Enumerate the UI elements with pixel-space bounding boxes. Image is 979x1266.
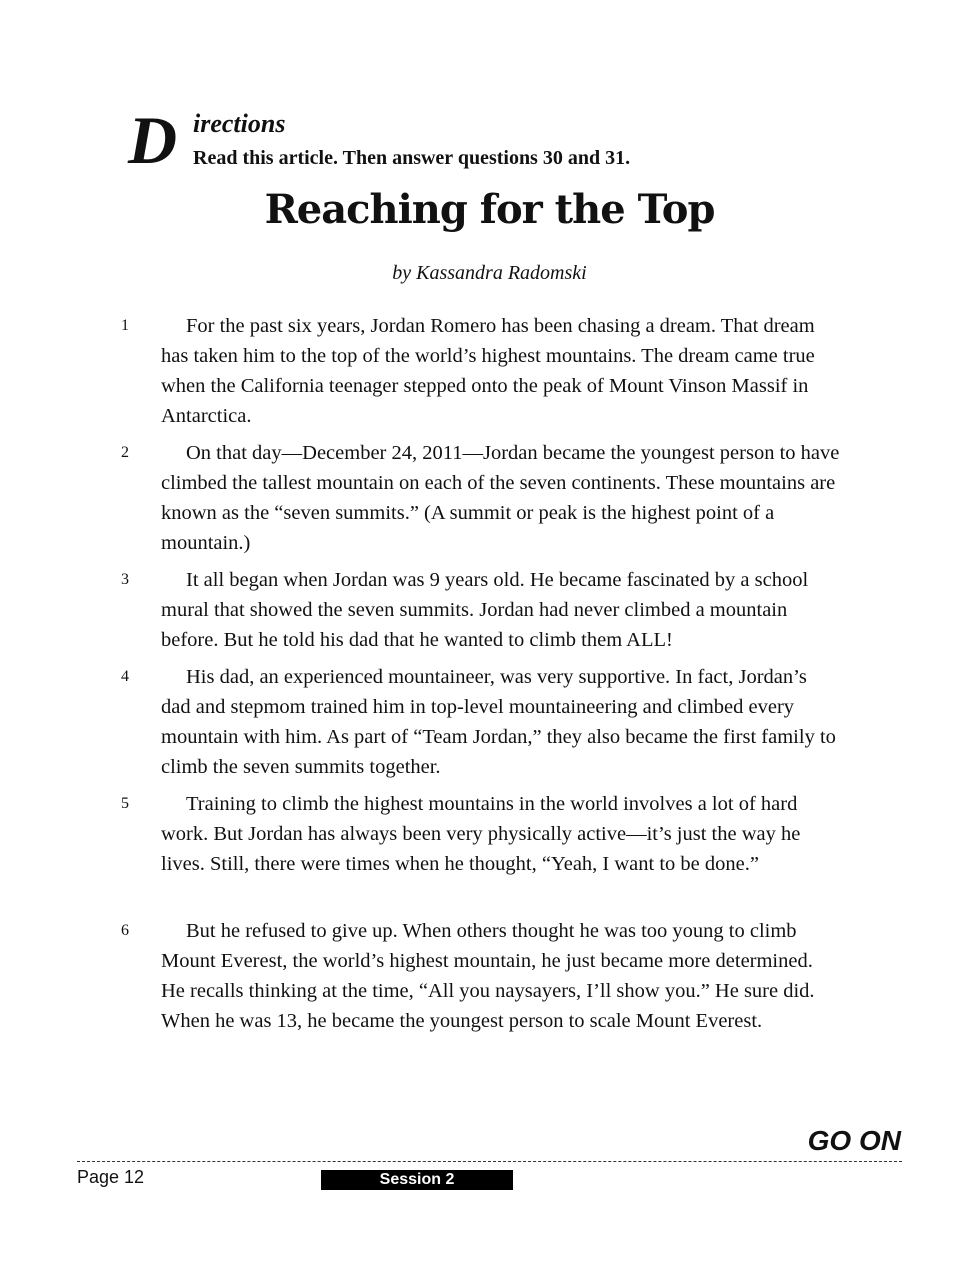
paragraph-number: 3 bbox=[121, 571, 129, 588]
paragraph-number: 4 bbox=[121, 668, 129, 685]
footer-divider bbox=[77, 1161, 902, 1162]
paragraph-text: Training to climb the highest mountains in the world involves a lot of hard work. But Jordan has always been very physically active—it’s just the way he lives. Still, there were times when he thought, “Yeah, I want to be done.” bbox=[161, 793, 801, 875]
paragraph-number: 6 bbox=[121, 922, 129, 939]
paragraph-text: For the past six years, Jordan Romero has been chasing a dream. That dream has taken him to the top of the world’s highest mountains. The dream came true when the California teenager stepped onto the peak of Mount Vinson Massif in Antarctica. bbox=[161, 315, 815, 427]
article-byline: by Kassandra Radomski bbox=[392, 262, 587, 284]
directions-instruction: Read this article. Then answer questions 30 and 31. bbox=[193, 147, 631, 169]
paragraph-text: It all began when Jordan was 9 years old. He became fascinated by a school mural that showed the seven summits. Jordan had never climbed a mountain before. But he told his dad that he wanted to climb them ALL! bbox=[161, 569, 809, 651]
paragraph-text: On that day—December 24, 2011—Jordan became the youngest person to have climbed the tallest mountain on each of the seven continents. These mountains are known as the “seven summits.” (A summit or peak is the highest point of a mountain.) bbox=[161, 442, 840, 554]
paragraph-text: His dad, an experienced mountaineer, was very supportive. In fact, Jordan’s dad and stepmom trained him in top-level mountaineering and climbed every mountain with him. As part of “Team Jordan,” they also became the first family to climb the seven summits together. bbox=[161, 666, 836, 778]
directions-header bbox=[128, 102, 828, 178]
go-on-label: GO ON bbox=[807, 1125, 901, 1156]
directions-label: irections bbox=[193, 109, 286, 138]
paragraph-number: 5 bbox=[121, 795, 129, 812]
session-badge: Session 2 bbox=[321, 1170, 513, 1190]
paragraph-number: 1 bbox=[121, 317, 129, 334]
article-title: Reaching for the Top bbox=[264, 186, 715, 233]
page-number: Page 12 bbox=[77, 1167, 145, 1187]
paragraph-text: But he refused to give up. When others thought he was too young to climb Mount Everest, the world’s highest mountain, he just became more determined. He recalls thinking at the time, “All you naysayers, I’ll show you.” He sure did. When he was 13, he became the youngest person to scale Mount Everest. bbox=[161, 920, 815, 1032]
paragraph-number: 2 bbox=[121, 444, 129, 461]
directions-initial: D bbox=[128, 102, 178, 178]
